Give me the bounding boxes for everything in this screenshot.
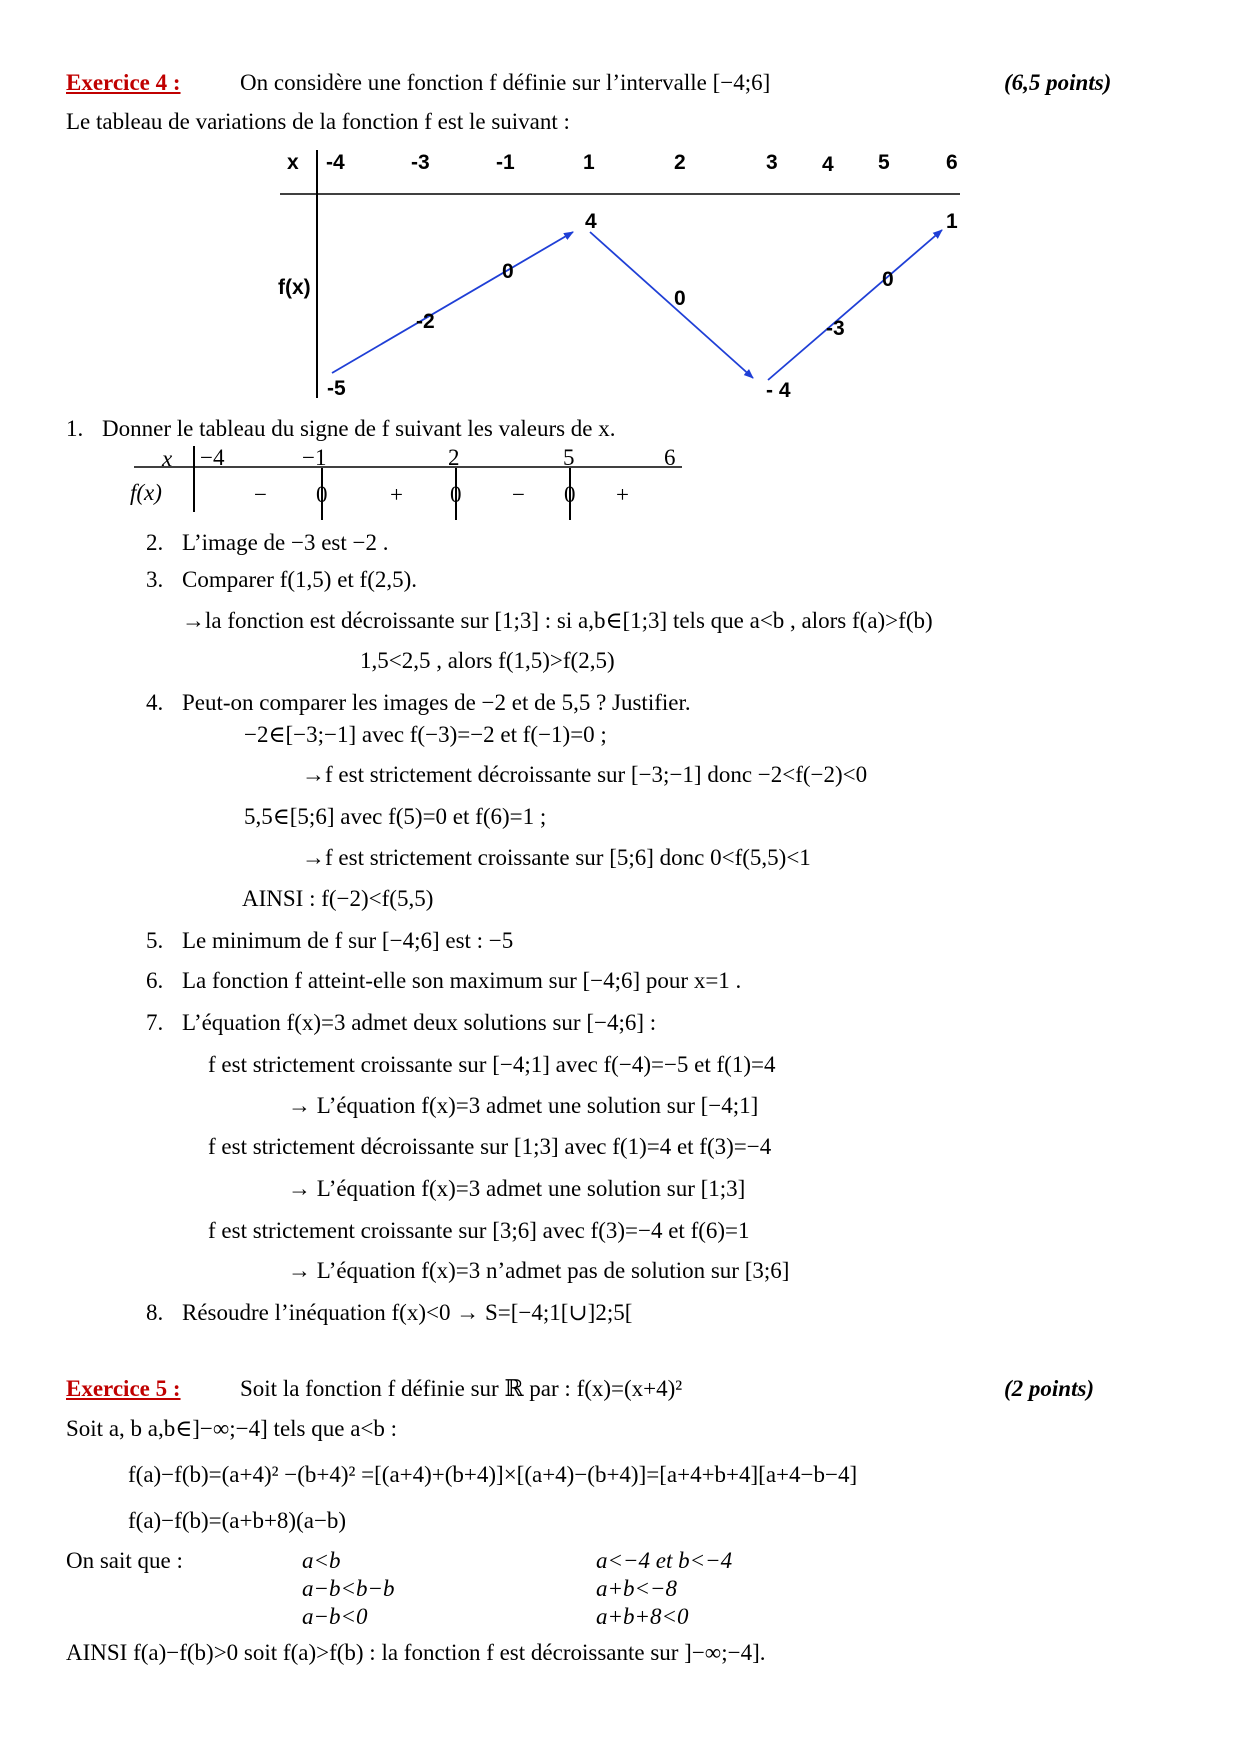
var-x-value: 2 [674, 151, 686, 174]
known-right-2: a+b<−8 [596, 1576, 678, 1601]
q7-answer-1: f est strictement croissante sur [−4;1] avec f(−4)=−5 et f(1)=4 [208, 1052, 776, 1077]
sign-cell: − [254, 482, 267, 507]
sign-fx-label: f(x) [130, 480, 162, 505]
q4-answer-5: AINSI : f(−2)<f(5,5) [242, 886, 434, 911]
sign-x-value: 5 [563, 445, 575, 470]
known-left-3: a−b<0 [302, 1604, 368, 1629]
var-x-value: 1 [583, 151, 595, 174]
exercise-5-intro: Soit la fonction f définie sur ℝ par : f(x)=(x+4)² [240, 1376, 683, 1401]
sign-cell: + [616, 482, 629, 507]
on-sait-que: On sait que : [66, 1548, 183, 1573]
q3-answer-2: 1,5<2,5 , alors f(1,5)>f(2,5) [360, 648, 615, 673]
exercise-4-line2: Le tableau de variations de la fonction f est le suivant : [66, 109, 570, 134]
var-x-value: 5 [878, 151, 890, 174]
q2-text: L’image de −3 est −2 . [182, 530, 389, 555]
sign-x-value: 6 [664, 445, 676, 470]
known-left-1: a<b [302, 1548, 341, 1573]
arrow-increasing-2 [768, 230, 942, 380]
var-f-value: 1 [946, 210, 958, 233]
sign-zero: 0 [564, 482, 576, 507]
q3-answer-1: →la fonction est décroissante sur [1;3] : si a,b∈[1;3] tels que a<b , alors f(a)>f(b) [182, 608, 933, 633]
sign-x-value: −4 [200, 445, 225, 470]
exercise-5-line1: Soit a, b a,b∈]−∞;−4] tels que a<b : [66, 1416, 398, 1441]
known-right-1: a<−4 et b<−4 [596, 1548, 733, 1573]
exercise-5-line2: f(a)−f(b)=(a+4)² −(b+4)² =[(a+4)+(b+4)]×[(a+4)−(b+4)]=[a+4+b+4][a+4−b−4] [128, 1462, 858, 1487]
var-x-value: -4 [326, 151, 345, 174]
var-f-value: 0 [674, 287, 686, 310]
sign-cell: + [390, 482, 403, 507]
sign-zero: 0 [450, 482, 462, 507]
var-fx-label: f(x) [278, 276, 311, 299]
exercise-5-conclusion: AINSI f(a)−f(b)>0 soit f(a)>f(b) : la fonction f est décroissante sur ]−∞;−4]. [66, 1640, 766, 1665]
q4-answer-4: →f est strictement croissante sur [5;6] donc 0<f(5,5)<1 [302, 845, 811, 870]
known-right-3: a+b+8<0 [596, 1604, 689, 1629]
q4-answer-3: 5,5∈[5;6] avec f(5)=0 et f(6)=1 ; [244, 804, 547, 829]
q6-number: 6. [146, 968, 164, 993]
q3-text: Comparer f(1,5) et f(2,5). [182, 567, 418, 592]
q7-answer-2: → L’équation f(x)=3 admet une solution sur [−4;1] [288, 1093, 759, 1118]
q3-number: 3. [146, 567, 164, 592]
sign-x-label: x [162, 446, 173, 471]
q1-text: Donner le tableau du signe de f suivant les valeurs de x. [102, 416, 616, 441]
exercise-5-points: (2 points) [1004, 1376, 1095, 1401]
var-f-value: - 4 [766, 379, 791, 402]
var-f-value: -5 [327, 377, 346, 400]
var-f-value: 4 [585, 210, 597, 233]
var-x-value: 4 [822, 153, 834, 176]
var-x-label: x [287, 151, 299, 174]
sign-x-value: −1 [302, 445, 327, 470]
var-x-value: -1 [496, 151, 515, 174]
q6-text: La fonction f atteint-elle son maximum sur [−4;6] pour x=1 . [182, 968, 742, 993]
exercise-4-title: Exercice 4 : [66, 70, 181, 95]
q4-number: 4. [146, 690, 164, 715]
sign-cell: − [512, 482, 525, 507]
q4-answer-2: →f est strictement décroissante sur [−3;−1] donc −2<f(−2)<0 [302, 762, 868, 787]
q8-text: Résoudre l’inéquation f(x)<0 → S=[−4;1[∪]2;5[ [182, 1300, 633, 1325]
q7-number: 7. [146, 1010, 164, 1035]
var-f-value: -2 [416, 310, 435, 333]
var-f-value: 0 [502, 260, 514, 283]
q1-number: 1. [66, 416, 84, 441]
sign-x-value: 2 [448, 445, 460, 470]
q5-number: 5. [146, 928, 164, 953]
var-f-value: 0 [882, 268, 894, 291]
q7-answer-6: → L’équation f(x)=3 n’admet pas de solution sur [3;6] [288, 1258, 790, 1283]
q8-number: 8. [146, 1300, 164, 1325]
q4-text: Peut-on comparer les images de −2 et de 5,5 ? Justifier. [182, 690, 691, 715]
exercise-5-line3: f(a)−f(b)=(a+b+8)(a−b) [128, 1508, 347, 1533]
exercise-5-title: Exercice 5 : [66, 1376, 181, 1401]
exercise-4-points: (6,5 points) [1004, 70, 1112, 95]
exercise-4-intro: On considère une fonction f définie sur l’intervalle [−4;6] [240, 70, 771, 95]
arrow-increasing-1 [332, 232, 573, 373]
q7-answer-4: → L’équation f(x)=3 admet une solution sur [1;3] [288, 1176, 746, 1201]
q7-answer-5: f est strictement croissante sur [3;6] avec f(3)=−4 et f(6)=1 [208, 1218, 750, 1243]
known-left-2: a−b<b−b [302, 1576, 395, 1601]
q7-answer-3: f est strictement décroissante sur [1;3] avec f(1)=4 et f(3)=−4 [208, 1134, 772, 1159]
var-f-value: -3 [826, 317, 845, 340]
sign-zero: 0 [316, 482, 328, 507]
var-x-value: -3 [411, 151, 430, 174]
var-x-value: 3 [766, 151, 778, 174]
arrow-decreasing [590, 232, 753, 378]
q2-number: 2. [146, 530, 164, 555]
q4-answer-1: −2∈[−3;−1] avec f(−3)=−2 et f(−1)=0 ; [244, 722, 607, 747]
var-x-value: 6 [946, 151, 958, 174]
q7-text: L’équation f(x)=3 admet deux solutions sur [−4;6] : [182, 1010, 657, 1035]
q5-text: Le minimum de f sur [−4;6] est : −5 [182, 928, 514, 953]
